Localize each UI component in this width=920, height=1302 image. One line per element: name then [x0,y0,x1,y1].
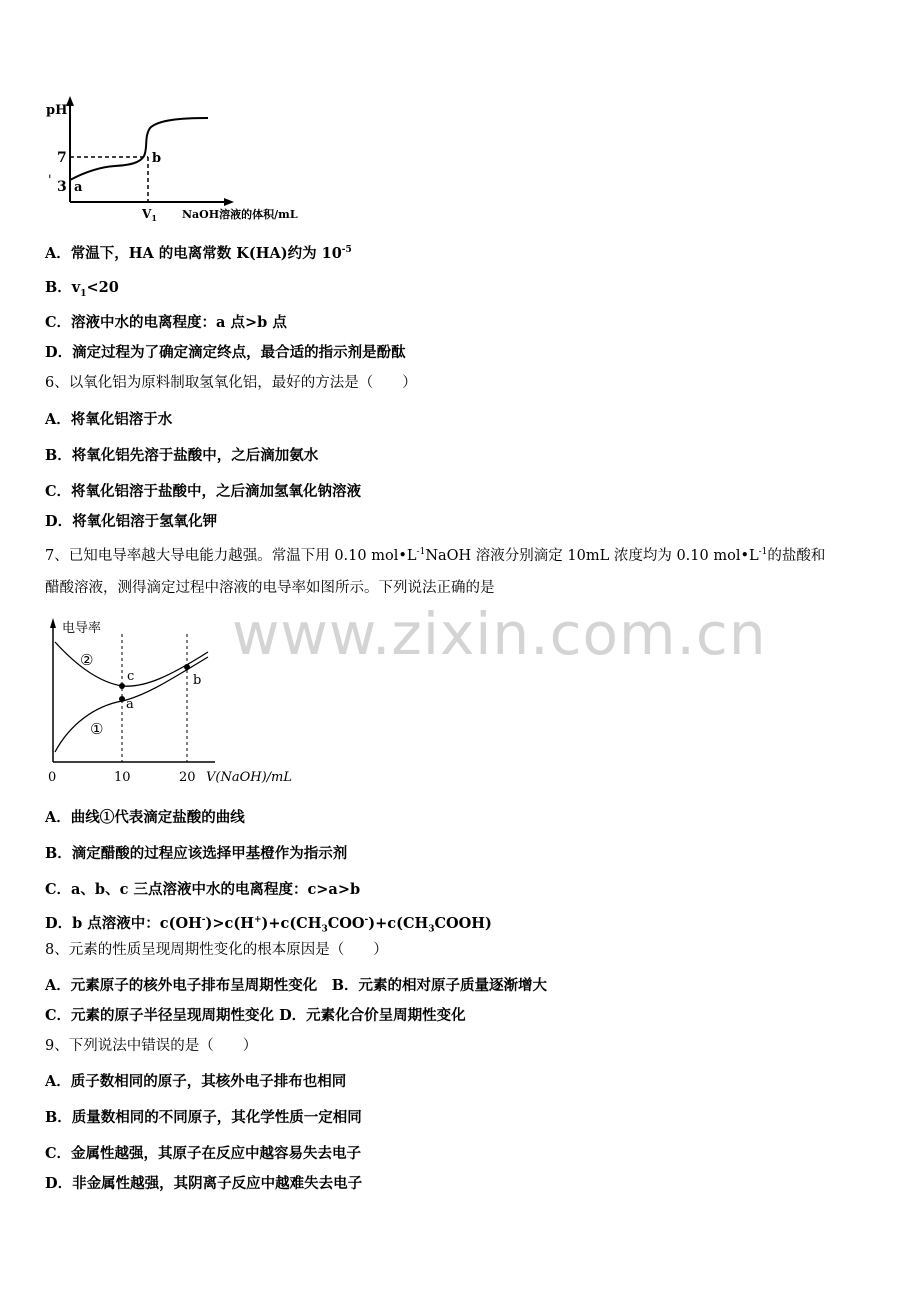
q5-option-b: B．$v_1<20$ [45,279,119,299]
ph-x-axis-label: NaOH溶液的体积/mL [182,208,298,221]
q7-stem-line1: 7、已知电导率越大导电能力越强。常温下用 0.10 $mol•L^{-1}NaOH$ 溶液分别滴定 10mL 浓度均为 0.10 $mol•L^{-1}$的盐酸和 [45,547,826,564]
point-b-label: b [152,151,162,166]
q7-stem-line2: 醋酸溶液，测得滴定过程中溶液的电导率如图所示。下列说法正确的是 [45,580,495,596]
q5-option-c: C．溶液中水的电离程度：a 点>b 点 [45,314,287,331]
q6-option-a: A．将氧化铝溶于水 [45,411,173,428]
q9-option-b: B．质量数相同的不同原子，其化学性质一定相同 [45,1109,362,1126]
ph-label: pH [46,103,68,118]
point-b-label-2: b [193,673,202,688]
q6-option-c: C．将氧化铝溶于盐酸中，之后滴加氢氧化钠溶液 [45,483,362,500]
q8-stem: 8、元素的性质呈现周期性变化的根本原因是（ ） [45,942,388,958]
q6-option-d: D．将氧化铝溶于氢氧化钾 [45,513,218,530]
q9-stem: 9、下列说法中错误的是（ ） [45,1038,258,1054]
point-a-label-2: a [126,697,134,712]
q7-option-a: A．曲线①代表滴定盐酸的曲线 [45,809,245,826]
q7-option-c: C．a、b、c 三点溶液中水的电离程度：c>a>b [45,881,361,898]
ph-titration-figure [40,92,320,222]
ph-tick-3: 3 [57,179,67,195]
point-c-dot [119,683,125,689]
q9-option-c: C．金属性越强，其原子在反应中越容易失去电子 [45,1145,362,1162]
point-a-dot [119,696,125,702]
v1-label: $V_1$ [142,207,157,222]
x-tick-10: 10 [114,770,131,785]
curve-1-label: ① [90,720,104,738]
q8-options-cd: C．元素的原子半径呈现周期性变化 D．元素化合价呈周期性变化 [45,1007,466,1024]
q6-stem: 6、以氧化铝为原料制取氢氧化铝，最好的方法是（ ） [45,375,417,391]
ph-x-arrow [224,198,234,206]
q7-option-b: B．滴定醋酸的过程应该选择甲基橙作为指示剂 [45,845,348,862]
curve-2-label: ② [80,651,94,669]
q6-option-b: B．将氧化铝先溶于盐酸中，之后滴加氨水 [45,447,319,464]
x-tick-20: 20 [179,770,196,785]
point-b-dot [184,664,190,670]
ph-curve [70,118,208,180]
q7-option-d: D．b 点溶液中：$c(OH^-)>c(H^+)+c(CH_3COO^-)+c(CH_3COOH)$ [45,914,492,935]
ph-stray-mark: ' [48,173,52,188]
watermark: www.zixin.com.cn [232,600,767,668]
q9-option-a: A．质子数相同的原子，其核外电子排布也相同 [45,1073,347,1090]
q5-option-a: A．常温下，HA 的电离常数 K(HA)约为 $10^{-5}$ [45,244,352,262]
x-tick-0: 0 [48,770,57,785]
cond-x-axis-label: V(NaOH)/mL [206,770,292,785]
q5-option-d: D．滴定过程为了确定滴定终点，最合适的指示剂是酚酞 [45,344,406,361]
conductivity-figure [40,612,310,787]
q9-option-d: D．非金属性越强，其阴离子反应中越难失去电子 [45,1175,363,1192]
q8-options-ab: A．元素原子的核外电子排布呈周期性变化 B．元素的相对原子质量逐渐增大 [45,977,548,994]
cond-y-label: 电导率 [62,621,102,636]
cond-y-arrow [50,618,56,628]
point-c-label: c [127,669,135,684]
ph-tick-7: 7 [57,150,67,166]
point-a-label: a [74,180,83,195]
